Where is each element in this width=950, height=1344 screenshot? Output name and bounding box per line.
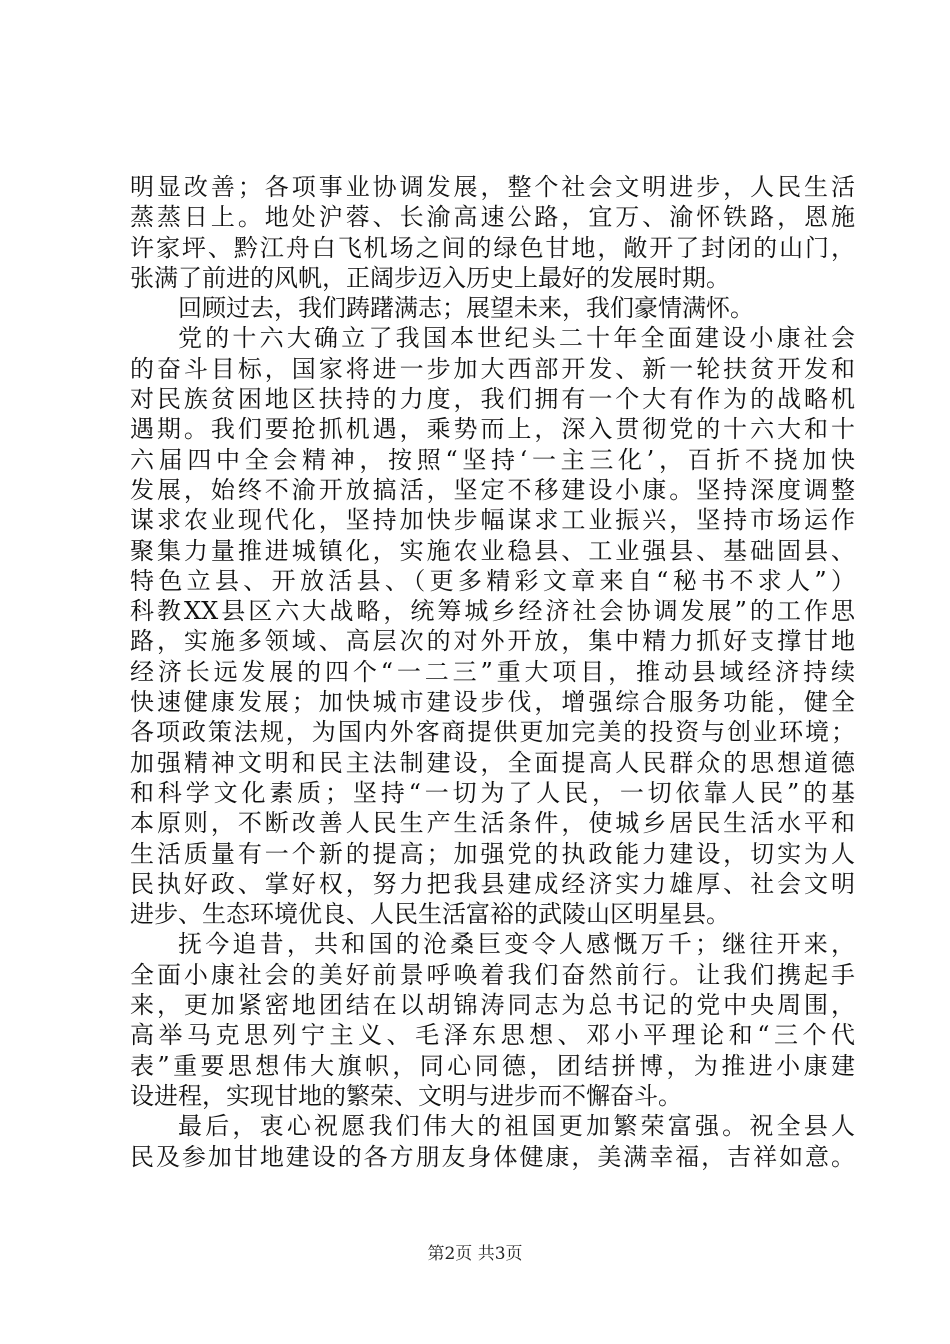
text-line: 遇期。我们要抢抓机遇，乘势而上，深入贯彻党的十六大和十: [130, 415, 855, 444]
text-line: 谋求农业现代化，坚持加快步幅谋求工业振兴，坚持市场运作: [130, 506, 855, 535]
text-line: 加强精神文明和民主法制建设，全面提高人民群众的思想道德: [130, 748, 855, 777]
text-line: 进步、生态环境优良、人民生活富裕的武陵山区明星县。: [130, 900, 730, 929]
text-line: 民及参加甘地建设的各方朋友身体健康，美满幸福，吉祥如意。: [130, 1142, 855, 1171]
document-body: [130, 172, 855, 1172]
text-line: 本原则，不断改善人民生产生活条件，使城乡居民生活水平和: [130, 809, 855, 838]
text-line: 生活质量有一个新的提高；加强党的执政能力建设，切实为人: [130, 839, 855, 868]
text-line: 的奋斗目标，国家将进一步加大西部开发、新一轮扶贫开发和: [130, 354, 855, 383]
page-footer: 第2页 共3页: [427, 1244, 523, 1264]
text-line: 科教XX县区六大战略，统筹城乡经济社会协调发展”的工作思: [130, 597, 855, 626]
text-line: 来，更加紧密地团结在以胡锦涛同志为总书记的党中央周围，: [130, 991, 855, 1020]
text-line: 聚集力量推进城镇化，实施农业稳县、工业强县、基础固县、: [130, 536, 855, 565]
text-line: 发展，始终不渝开放搞活，坚定不移建设小康。坚持深度调整: [130, 475, 855, 504]
text-line: 许家坪、黔江舟白飞机场之间的绿色甘地，敞开了封闭的山门，: [130, 233, 855, 262]
text-line: 设进程，实现甘地的繁荣、文明与进步而不懈奋斗。: [130, 1081, 682, 1110]
text-line: 对民族贫困地区扶持的力度，我们拥有一个大有作为的战略机: [130, 385, 855, 414]
text-line: 经济长远发展的四个“一二三”重大项目，推动县域经济持续: [130, 657, 855, 686]
text-line: 快速健康发展；加快城市建设步伐，增强综合服务功能，健全: [130, 688, 855, 717]
text-line: 和科学文化素质；坚持“一切为了人民，一切依靠人民”的基: [130, 778, 855, 807]
text-line: 民执好政、掌好权，努力把我县建成经济实力雄厚、社会文明: [130, 869, 855, 898]
text-line: 表”重要思想伟大旗帜，同心同德，团结拼博，为推进小康建: [130, 1051, 855, 1080]
text-line: 回顾过去，我们踌躇满志；展望未来，我们豪情满怀。: [178, 294, 754, 323]
text-line: 全面小康社会的美好前景呼唤着我们奋然前行。让我们携起手: [130, 960, 855, 989]
text-line: 各项政策法规，为国内外客商提供更加完美的投资与创业环境；: [130, 718, 855, 747]
text-line: 抚今追昔，共和国的沧桑巨变令人感慨万千；继往开来，: [178, 930, 855, 959]
text-line: 明显改善；各项事业协调发展，整个社会文明进步，人民生活: [130, 173, 855, 201]
text-line: 六届四中全会精神，按照“坚持‘一主三化’，百折不挠加快: [130, 445, 855, 474]
text-line: 最后，衷心祝愿我们伟大的祖国更加繁荣富强。祝全县人: [178, 1112, 855, 1141]
text-line: 高举马克思列宁主义、毛泽东思想、邓小平理论和“三个代: [130, 1021, 855, 1050]
text-line: 路，实施多领域、高层次的对外开放，集中精力抓好支撑甘地: [130, 627, 855, 656]
text-line: 特色立县、开放活县、（更多精彩文章来自“秘书不求人”）: [130, 566, 855, 595]
text-line: 蒸蒸日上。地处沪蓉、长渝高速公路，宜万、渝怀铁路，恩施: [130, 203, 855, 232]
text-line: 党的十六大确立了我国本世纪头二十年全面建设小康社会: [178, 324, 855, 353]
text-line: 张满了前进的风帆，正阔步迈入历史上最好的发展时期。: [130, 263, 730, 292]
